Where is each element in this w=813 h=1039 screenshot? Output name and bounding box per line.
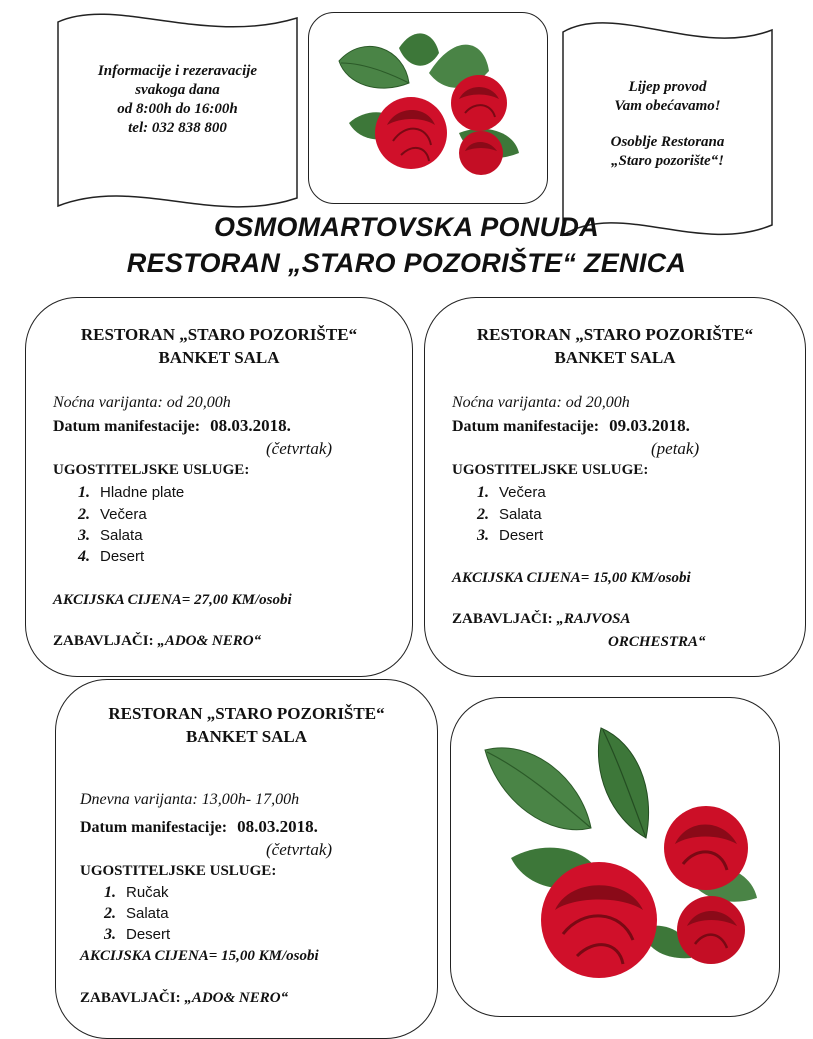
- offer-date-row: [53, 416, 291, 436]
- offer-card: [55, 679, 438, 1039]
- roses-bouquet-icon: [309, 13, 547, 203]
- services-label: UGOSTITELJSKE USLUGE:: [53, 462, 250, 478]
- wish-line: „Staro pozorište“!: [611, 153, 724, 169]
- list-item: [78, 484, 184, 502]
- services-label: UGOSTITELJSKE USLUGE:: [80, 863, 277, 879]
- item-label: Desert: [499, 527, 544, 544]
- offer-price: AKCIJSKA CIJENA= 15,00 KM/osobi: [80, 948, 319, 964]
- offer-day: (petak): [651, 439, 700, 458]
- entertainers-label: ZABAVLJAČI:: [452, 611, 553, 627]
- item-number: 1.: [78, 484, 90, 501]
- entertainers-name: „ADO& NERO“: [157, 633, 262, 649]
- offer-day: (četvrtak): [266, 840, 333, 859]
- item-number: 4.: [78, 548, 90, 565]
- offer-date: 09.03.2018.: [609, 416, 690, 435]
- item-label: Salata: [126, 905, 169, 922]
- page-subtitle: RESTORAN „STARO POZORIŠTE“ ZENICA: [126, 248, 687, 278]
- hall-name: BANKET SALA: [185, 727, 308, 746]
- restaurant-name: RESTORAN „STARO POZORIŠTE“: [80, 325, 358, 344]
- restaurant-name: RESTORAN „STARO POZORIŠTE“: [476, 325, 754, 344]
- item-number: 3.: [104, 926, 116, 943]
- wish-line: Vam obećavamo!: [614, 98, 721, 114]
- item-number: 1.: [104, 884, 116, 901]
- item-number: 2.: [78, 506, 90, 523]
- rose-image-large: [450, 697, 780, 1017]
- item-label: Večera: [100, 506, 147, 523]
- item-label: Ručak: [126, 884, 169, 901]
- list-item: [477, 527, 543, 545]
- list-item: [104, 905, 169, 923]
- list-item: [104, 926, 170, 944]
- entertainers: [80, 990, 288, 1007]
- item-label: Salata: [499, 506, 542, 523]
- hall-name: BANKET SALA: [554, 348, 676, 367]
- info-phone: tel: 032 838 800: [128, 120, 227, 136]
- date-label: Datum manifestacije:: [80, 819, 228, 836]
- item-number: 3.: [78, 527, 90, 544]
- offer-date: 08.03.2018.: [237, 817, 318, 836]
- page-title: OSMOMARTOVSKA PONUDA: [213, 212, 600, 242]
- date-label: Datum manifestacije:: [452, 418, 600, 435]
- item-number: 3.: [477, 527, 489, 544]
- list-item: [477, 484, 546, 502]
- list-item: [477, 506, 542, 524]
- offer-price: AKCIJSKA CIJENA= 27,00 KM/osobi: [53, 592, 292, 608]
- wish-line: Osoblje Restorana: [610, 134, 725, 150]
- list-item: [104, 884, 169, 902]
- item-label: Desert: [100, 548, 145, 565]
- list-item: [78, 506, 147, 524]
- entertainers-name: „RAJVOSA: [556, 611, 631, 627]
- offer-date: 08.03.2018.: [210, 416, 291, 435]
- info-line: svakoga dana: [135, 82, 220, 98]
- item-label: Večera: [499, 484, 546, 501]
- offer-variant: Noćna varijanta: od 20,00h: [53, 394, 231, 411]
- list-item: [78, 548, 144, 566]
- offer-variant: Noćna varijanta: od 20,00h: [452, 394, 630, 411]
- offer-variant: Dnevna varijanta: 13,00h- 17,00h: [80, 791, 300, 808]
- wish-line: Lijep provod: [628, 79, 707, 95]
- offer-day: (četvrtak): [266, 439, 333, 458]
- item-label: Salata: [100, 527, 143, 544]
- offer-date-row: [80, 817, 318, 837]
- item-label: Hladne plate: [100, 484, 185, 501]
- entertainers-label: ZABAVLJAČI:: [53, 633, 154, 649]
- offer-date-row: [452, 416, 690, 436]
- offer-title: [56, 702, 437, 748]
- item-number: 1.: [477, 484, 489, 501]
- entertainers-name-cont: ORCHESTRA“: [608, 634, 706, 650]
- item-number: 2.: [477, 506, 489, 523]
- entertainers: [452, 611, 631, 628]
- hall-name: BANKET SALA: [158, 348, 280, 367]
- restaurant-name: RESTORAN „STARO POZORIŠTE“: [108, 704, 385, 723]
- entertainers: [53, 633, 261, 650]
- offer-title: [26, 323, 412, 369]
- entertainers-label: ZABAVLJAČI:: [80, 990, 181, 1006]
- item-label: Desert: [126, 926, 171, 943]
- item-number: 2.: [104, 905, 116, 922]
- roses-bouquet-icon: [451, 698, 779, 1016]
- date-label: Datum manifestacije:: [53, 418, 201, 435]
- offer-card: [424, 297, 806, 677]
- wish-banner: [560, 10, 775, 245]
- offer-card: [25, 297, 413, 677]
- list-item: [78, 527, 143, 545]
- info-hours: [55, 62, 300, 138]
- info-line: Informacije i rezeravacije: [97, 63, 258, 79]
- rose-image-small: [308, 12, 548, 204]
- entertainers-name: „ADO& NERO“: [184, 990, 289, 1006]
- offer-price: AKCIJSKA CIJENA= 15,00 KM/osobi: [452, 570, 691, 586]
- info-line: od 8:00h do 16:00h: [117, 101, 238, 117]
- wish-text: [560, 78, 775, 171]
- offer-title: [425, 323, 805, 369]
- info-banner: [55, 8, 300, 218]
- services-label: UGOSTITELJSKE USLUGE:: [452, 462, 649, 478]
